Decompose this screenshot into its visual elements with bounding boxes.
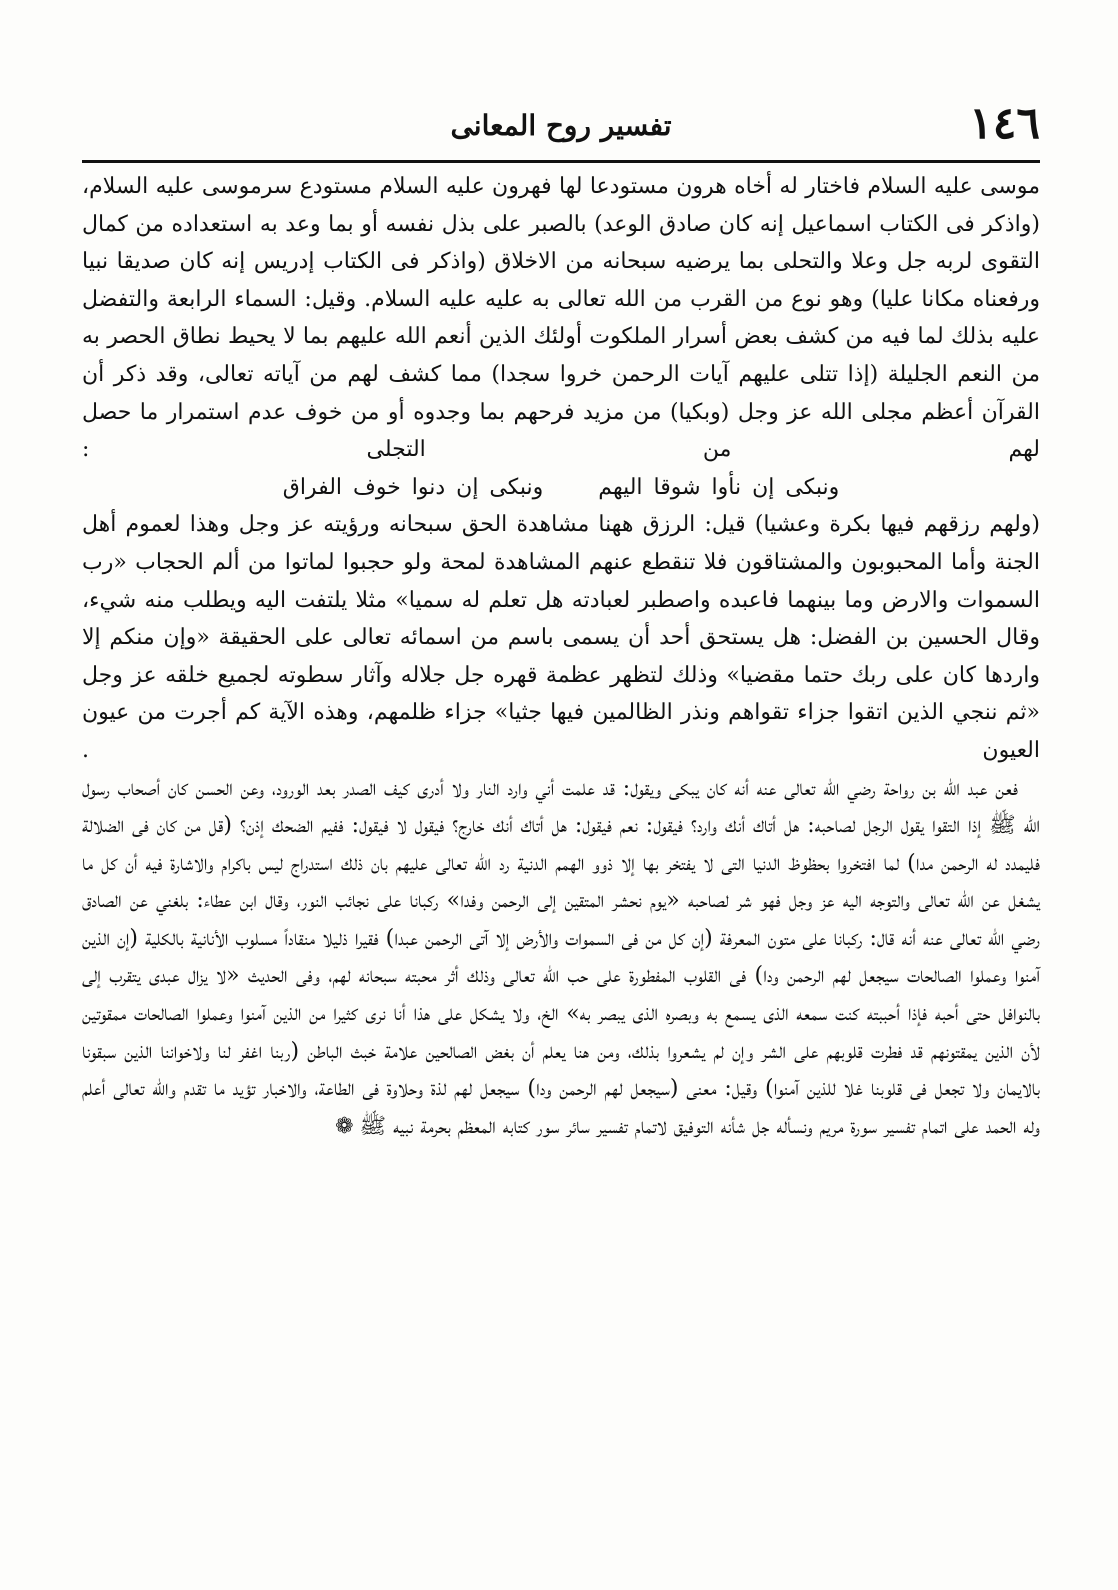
header-rule (82, 160, 1040, 163)
verse-hemistich-1: ونبكى إن نأوا شوقا اليهم (598, 474, 840, 500)
end-ornament-icon: ❁ (335, 1113, 354, 1139)
running-title: تفسير روح المعانى (450, 109, 672, 142)
main-text (82, 168, 1040, 1145)
poetry-verse (82, 469, 1040, 507)
page-number: ١٤٦ (969, 98, 1040, 149)
verse-hemistich-2: ونبكى إن دنوا خوف الفراق (282, 474, 544, 500)
paragraph-1: موسى عليه السلام فاختار له أخاه هرون مستودعا لها فهرون عليه السلام مستودع سرموسى عليه السلام، (واذكر فى الكتاب اسماعيل إنه كان صادق الوعد) بالصبر على بذل نفسه أو بما وعد به استعداده من كمال التقوى لربه جل وعلا والتحلى بما يرضيه سبحانه من الاخلاق (واذكر فى الكتاب إدريس إنه كان صديقا نبيا ورفعناه مكانا عليا) وهو نوع من القرب من الله تعالى به عليه عليه السلام. وقيل: السماء الرابعة والتفضل عليه بذلك لما فيه من كشف بعض أسرار الملكوت أولئك الذين أنعم الله عليهم بما لا يحيط نطاق الحصر به من النعم الجليلة (إذا تتلى عليهم آيات الرحمن خروا سجدا) مما كشف لهم من آياته تعالى، وقد ذكر أن القرآن أعظم مجلى الله عز وجل (وبكيا) من مزيد فرحهم بما وجدوه أو من خوف عدم استمرار ما حصل لهم من التجلى : (82, 174, 1040, 463)
page-header (82, 96, 1040, 166)
paragraph-2: (ولهم رزقهم فيها بكرة وعشيا) قيل: الرزق ههنا مشاهدة الحق سبحانه ورؤيته عز وجل وهذا لعموم أهل الجنة وأما المحبوبون والمشتاقون فلا تنقطع عنهم المشاهدة لمحة ولو حجبوا لماتوا من ألم الحجاب «رب السموات والارض وما بينهما فاعبده واصطبر لعبادته هل تعلم له سميا» مثلا يلتفت اليه ويطلب منه شيء، وقال الحسين بن الفضل: هل يستحق أحد أن يسمى باسم من اسمائه تعالى على الحقيقة «وإن منكم إلا واردها كان على ربك حتما مقضيا» وذلك لتظهر عظمة قهره جل جلاله وآثار سطوته لجميع خلقه عز وجل «ثم ننجي الذين اتقوا جزاء تقواهم ونذر الظالمين فيها جثيا» جزاء ظلمهم، وهذه الآية كم أجرت من عيون العيون . (82, 512, 1040, 763)
paragraph-3 (82, 770, 1040, 1146)
paragraph-3-text: فعن عبد الله بن رواحة رضي الله تعالى عنه أنه كان يبكى ويقول: قد علمت أني وارد النار ولا أدرى كيف الصدر بعد الورود، وعن الحسن كان أصحاب رسول الله ﷺ إذا التقوا يقول الرجل لصاحبه: هل أتاك أنك وارد؟ فيقول: نعم فيقول: هل أتاك أنك خارج؟ فيقول لا فيقول: ففيم الضحك إذن؟ (قل من كان فى الضلالة فليمدد له الرحمن مدا) لما افتخروا بحظوظ الدنيا التى لا يفتخر بها إلا ذوو الهمم الدنية رد الله تعالى عليهم بان ذلك استدراج ليس باكرام والاشارة فيه أن كل ما يشغل عن الله تعالى والتوجه اليه عز وجل فهو شر لصاحبه «يوم نحشر المتقين إلى الرحمن وفدا» ركبانا على نجائب النور، وقال ابن عطاء: بلغني عن الصادق رضي الله تعالى عنه أنه قال: ركبانا على متون المعرفة (إن كل من فى السموات والأرض إلا آتى الرحمن عبدا) فقيرا ذليلا منقاداً مسلوب الأنانية بالكلية (إن الذين آمنوا وعملوا الصالحات سيجعل لهم الرحمن ودا) فى القلوب المفطورة على حب الله تعالى وذلك أثر محبته سبحانه لهم، وفى الحديث «لا يزال عبدى يتقرب إلى بالنوافل حتى أحبه فإذا أحببته كنت سمعه الذى يسمع به وبصره الذى يبصر به» الخ، ولا يشكل على هذا أنا نرى كثيرا من الذين آمنوا وعملوا الصالحات ممقوتين لأن الذين يمقتونهم قد فطرت قلوبهم على الشر وإن لم يشعروا بذلك، ومن هنا يعلم أن بغض الصالحين علامة خبث الباطن (ربنا اغفر لنا ولاخواننا الذين سبقونا بالايمان ولا تجعل فى قلوبنا غلا للذين آمنوا) وقيل: معنى (سيجعل لهم الرحمن ودا) سيجعل لهم لذة وحلاوة فى الطاعة، والاخبار تؤيد ما تقدم والله تعالى أعلم وله الحمد على اتمام تفسير سورة مريم ونسأله جل شأنه التوفيق لاتمام تفسير سائر سور كتابه المعظم بحرمة نبيه ﷺ (82, 775, 1040, 1139)
